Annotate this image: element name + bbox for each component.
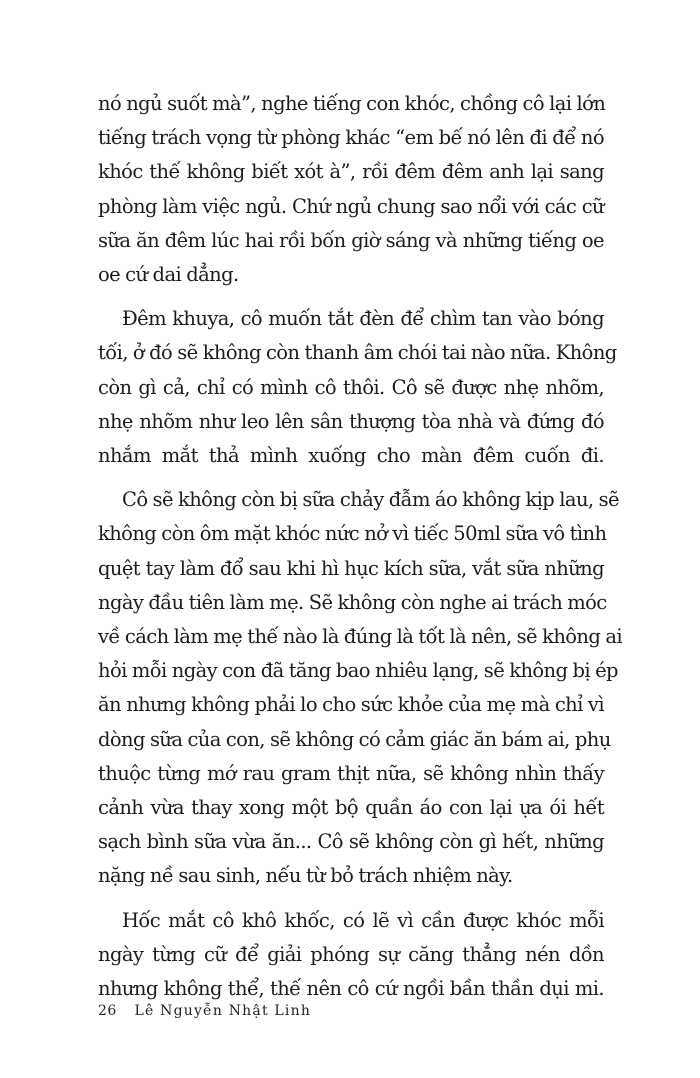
text-line: Cô sẽ không còn bị sữa chảy đẫm áo không kịp lau, sẽ: [122, 488, 619, 512]
paragraph-2: [98, 302, 617, 473]
text-line: ngày từng cữ để giải phóng sự căng thẳng nén dồn: [98, 942, 604, 966]
text-line: còn gì cả, chỉ có mình cô thôi. Cô sẽ được nhẹ nhõm,: [98, 375, 604, 399]
text-line: sạch bình sữa vừa ăn... Cô sẽ không còn gì hết, những: [98, 830, 604, 854]
text-line: tiếng trách vọng từ phòng khác “em bế nó lên đi để nó: [98, 126, 604, 150]
text-line: về cách làm mẹ thế nào là đúng là tốt là nên, sẽ không ai: [98, 625, 623, 649]
paragraph-gap: [98, 473, 604, 483]
text-line: nó ngủ suốt mà”, nghe tiếng con khóc, chồng cô lại lớn: [98, 92, 606, 115]
text-line: oe cứ dai dẳng.: [98, 263, 239, 287]
text-line: ngày đầu tiên làm mẹ. Sẽ không còn nghe ai trách móc: [98, 590, 607, 614]
page-footer: [98, 1003, 311, 1019]
body-text: [98, 87, 623, 1006]
author-name: Lê Nguyễn Nhật Linh: [134, 1003, 312, 1019]
text-line: cảnh vừa thay xong một bộ quần áo con lại ựa ói hết: [98, 796, 604, 820]
paragraph-gap: [98, 292, 604, 302]
text-line: không còn ôm mặt khóc nức nở vì tiếc 50ml sữa vô tình: [98, 522, 607, 546]
text-line: thuộc từng mớ rau gram thịt nữa, sẽ không nhìn thấy: [98, 761, 604, 785]
text-line: phòng làm việc ngủ. Chứ ngủ chung sao nổi với các cữ: [98, 194, 604, 218]
text-line: nhắm mắt thả mình xuống cho màn đêm cuốn đi.: [98, 444, 604, 468]
text-line: Đêm khuya, cô muốn tắt đèn để chìm tan vào bóng: [122, 307, 604, 331]
page-number: 26: [98, 1003, 117, 1019]
text-line: dòng sữa của con, sẽ không có cảm giác ăn bám ai, phụ: [98, 727, 611, 751]
text-line: nặng nề sau sinh, nếu từ bỏ trách nhiệm này.: [98, 864, 513, 888]
paragraph-4: [98, 904, 604, 1007]
text-line: Hốc mắt cô khô khốc, có lẽ vì cần được khóc mỗi: [122, 908, 604, 932]
text-line: sữa ăn đêm lúc hai rồi bốn giờ sáng và những tiếng oe: [98, 228, 604, 252]
text-line: khóc thế không biết xót à”, rồi đêm đêm anh lại sang: [98, 160, 604, 184]
text-line: ăn nhưng không phải lo cho sức khỏe của mẹ mà chỉ vì: [98, 693, 604, 717]
text-line: quệt tay làm đổ sau khi hì hục kích sữa, vắt sữa những: [98, 556, 604, 580]
paragraph-gap: [98, 894, 604, 904]
paragraph-1: [98, 87, 604, 292]
paragraph-3: [98, 483, 623, 893]
text-line: hỏi mỗi ngày con đã tăng bao nhiêu lạng, sẽ không bị ép: [98, 659, 618, 683]
text-line: tối, ở đó sẽ không còn thanh âm chói tai nào nữa. Không: [98, 341, 617, 365]
text-line: nhưng không thể, thế nên cô cứ ngồi bần thần dụi mi.: [98, 977, 604, 1001]
text-line: nhẹ nhõm như leo lên sân thượng tòa nhà và đứng đó: [98, 409, 604, 433]
